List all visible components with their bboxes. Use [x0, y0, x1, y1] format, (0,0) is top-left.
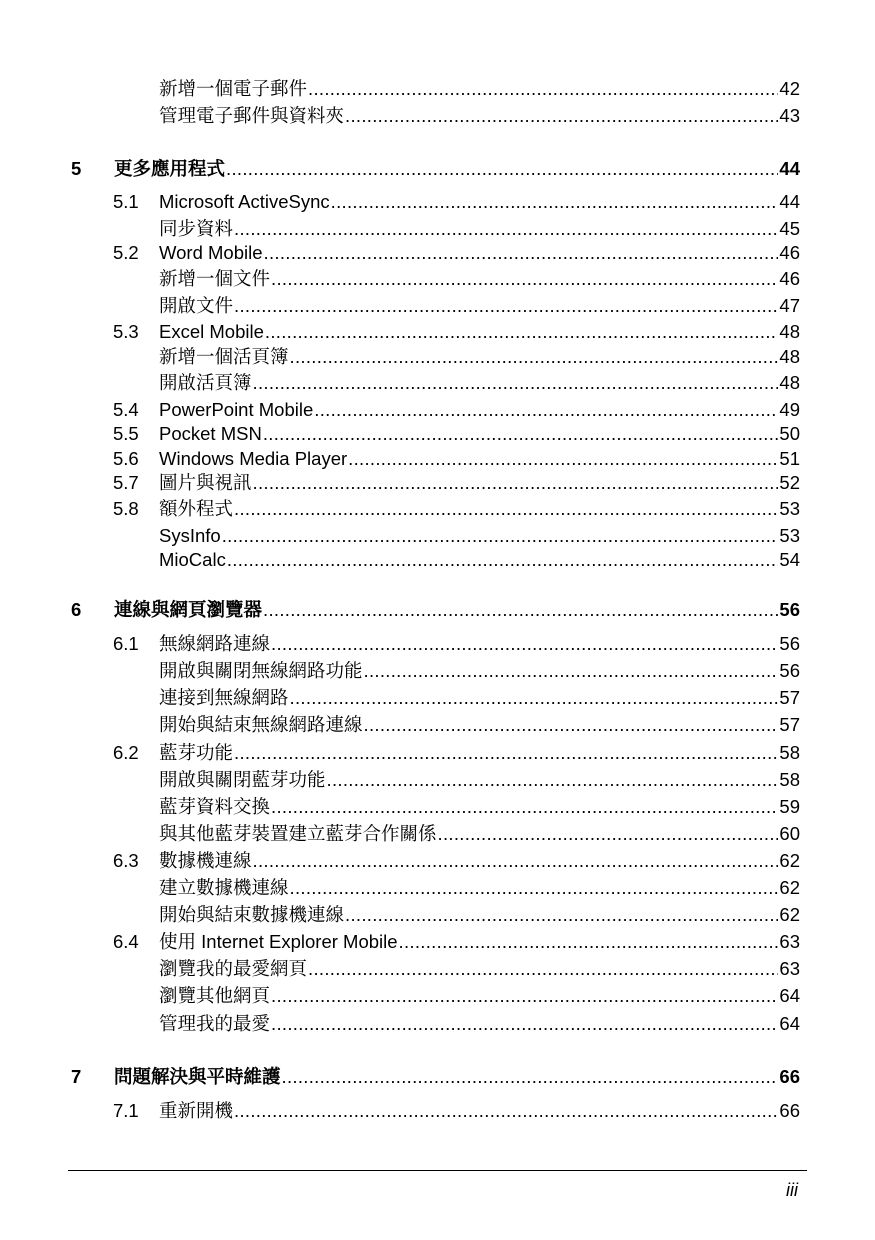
toc-section[interactable]: [0, 240, 875, 266]
toc-page-number: 66: [779, 1066, 800, 1087]
toc-title: 開始與結束數據機連線: [159, 904, 345, 925]
toc-page-number: 62: [779, 850, 800, 871]
toc-leader-dots: [399, 929, 779, 955]
toc-title: MioCalc: [159, 549, 226, 570]
toc-section[interactable]: [0, 929, 875, 955]
toc-leader-dots: [234, 740, 778, 766]
toc-title: 建立數據機連線: [159, 877, 289, 898]
toc-leader-dots: [253, 470, 779, 496]
toc-number: 6.2: [113, 742, 139, 763]
toc-number: 5.2: [113, 242, 139, 263]
toc-page-number: 53: [779, 525, 800, 546]
toc-title: 與其他藍芽裝置建立藍芽合作關係: [159, 823, 437, 844]
toc-page-number: 43: [779, 105, 800, 126]
toc-number: 5.1: [113, 191, 139, 212]
toc-leader-dots: [308, 76, 778, 102]
toc-page-number: 57: [779, 714, 800, 735]
toc-title: Word Mobile: [159, 242, 263, 263]
toc-leader-dots: [290, 685, 779, 711]
toc-subentry[interactable]: [0, 956, 875, 982]
toc-subentry[interactable]: [0, 767, 875, 793]
toc-page-number: 63: [779, 931, 800, 952]
toc-number: 6.4: [113, 931, 139, 952]
toc-title: Pocket MSN: [159, 423, 262, 444]
toc-page-number: 56: [779, 660, 800, 681]
toc-title: Windows Media Player: [159, 448, 348, 469]
toc-page-number: 48: [779, 321, 800, 342]
toc-subentry[interactable]: [0, 875, 875, 901]
toc-subentry[interactable]: [0, 794, 875, 820]
toc-title: Excel Mobile: [159, 321, 264, 342]
toc-page-number: 58: [779, 742, 800, 763]
toc-title: 開始與結束無線網路連線: [159, 714, 363, 735]
toc-title: PowerPoint Mobile: [159, 399, 314, 420]
toc-subentry[interactable]: [0, 712, 875, 738]
toc-leader-dots: [271, 266, 778, 292]
toc-section[interactable]: [0, 631, 875, 657]
toc-leader-dots: [226, 156, 778, 182]
toc-chapter[interactable]: [0, 597, 875, 623]
toc-title: 問題解決與平時維護: [114, 1066, 281, 1087]
toc-leader-dots: [348, 446, 778, 472]
toc-title: 連接到無線網路: [159, 687, 289, 708]
toc-title: 圖片與視訊: [159, 472, 252, 493]
toc-page-number: 64: [779, 985, 800, 1006]
toc-title: 瀏覽我的最愛網頁: [159, 958, 308, 979]
footer-divider: [68, 1170, 807, 1171]
toc-page-number: 60: [779, 823, 800, 844]
toc-title: SysInfo: [159, 525, 221, 546]
toc-number: 5.7: [113, 472, 139, 493]
toc-page-number: 62: [779, 877, 800, 898]
toc-page-number: 56: [779, 633, 800, 654]
toc-page-number: 53: [779, 498, 800, 519]
toc-section[interactable]: [0, 319, 875, 345]
toc-page-number: 54: [779, 549, 800, 570]
toc-title: 連線與網頁瀏覽器: [114, 599, 263, 620]
toc-section[interactable]: [0, 496, 875, 522]
toc-section[interactable]: [0, 397, 875, 423]
toc-subentry[interactable]: [0, 216, 875, 242]
toc-leader-dots: [253, 848, 779, 874]
toc-section[interactable]: [0, 421, 875, 447]
toc-title: 同步資料: [159, 218, 234, 239]
toc-subentry[interactable]: [0, 370, 875, 396]
toc-leader-dots: [234, 293, 778, 319]
toc-number: 5.3: [113, 321, 139, 342]
toc-title: 開啟與關閉藍芽功能: [159, 769, 326, 790]
toc-chapter[interactable]: [0, 1064, 875, 1090]
toc-leader-dots: [327, 767, 779, 793]
toc-title: 數據機連線: [159, 850, 252, 871]
toc-leader-dots: [264, 240, 779, 266]
toc-subentry[interactable]: [0, 658, 875, 684]
footer-page-number: iii: [786, 1180, 798, 1200]
toc-leader-dots: [345, 902, 778, 928]
toc-leader-dots: [227, 547, 779, 573]
toc-leader-dots: [222, 523, 779, 549]
toc-title: 新增一個電子郵件: [159, 78, 308, 99]
toc-title: 開啟活頁簿: [159, 372, 252, 393]
toc-leader-dots: [364, 712, 779, 738]
toc-leader-dots: [271, 1011, 778, 1037]
toc-leader-dots: [271, 983, 778, 1009]
toc-page-number: 62: [779, 904, 800, 925]
toc-subentry[interactable]: [0, 1011, 875, 1037]
toc-number: 5.6: [113, 448, 139, 469]
toc-title: 藍芽資料交換: [159, 796, 271, 817]
toc-subentry[interactable]: [0, 76, 875, 102]
toc-page-number: 51: [779, 448, 800, 469]
toc-title: 使用 Internet Explorer Mobile: [159, 931, 398, 952]
toc-subentry[interactable]: [0, 821, 875, 847]
toc-page-number: 46: [779, 268, 800, 289]
toc-page-number: 42: [779, 78, 800, 99]
toc-leader-dots: [314, 397, 778, 423]
toc-section[interactable]: [0, 848, 875, 874]
toc-subentry[interactable]: [0, 685, 875, 711]
toc-number: 5: [71, 158, 82, 179]
toc-page-number: 50: [779, 423, 800, 444]
toc-number: 5.5: [113, 423, 139, 444]
toc-page-number: 44: [779, 158, 800, 179]
toc-title: 新增一個活頁簿: [159, 346, 289, 367]
toc-section[interactable]: [0, 189, 875, 215]
toc-leader-dots: [234, 1098, 778, 1124]
toc-subentry[interactable]: [0, 983, 875, 1009]
toc-subentry[interactable]: [0, 547, 875, 573]
toc-leader-dots: [234, 496, 778, 522]
toc-leader-dots: [345, 103, 778, 129]
toc-subentry[interactable]: [0, 523, 875, 549]
toc-chapter[interactable]: [0, 156, 875, 182]
toc-number: 5.8: [113, 498, 139, 519]
toc-leader-dots: [331, 189, 779, 215]
toc-subentry[interactable]: [0, 344, 875, 370]
toc-section[interactable]: [0, 446, 875, 472]
toc-page-number: 57: [779, 687, 800, 708]
toc-page-number: 63: [779, 958, 800, 979]
toc-title: 無線網路連線: [159, 633, 271, 654]
toc-page-number: 47: [779, 295, 800, 316]
toc-title: 管理我的最愛: [159, 1013, 271, 1034]
toc-title: 新增一個文件: [159, 268, 271, 289]
toc-leader-dots: [253, 370, 779, 396]
toc-title: 瀏覽其他網頁: [159, 985, 271, 1006]
toc-section[interactable]: [0, 470, 875, 496]
toc-subentry[interactable]: [0, 293, 875, 319]
toc-title: 開啟與關閉無線網路功能: [159, 660, 363, 681]
toc-title: 管理電子郵件與資料夾: [159, 105, 345, 126]
toc-leader-dots: [308, 956, 778, 982]
toc-page-number: 59: [779, 796, 800, 817]
toc-page-number: 56: [779, 599, 800, 620]
toc-title: 更多應用程式: [114, 158, 226, 179]
toc-page-number: 64: [779, 1013, 800, 1034]
toc-section[interactable]: [0, 1098, 875, 1124]
toc-number: 6.1: [113, 633, 139, 654]
toc-page-number: 44: [779, 191, 800, 212]
toc-subentry[interactable]: [0, 902, 875, 928]
toc-page-number: 48: [779, 372, 800, 393]
toc-title: 藍芽功能: [159, 742, 234, 763]
toc-leader-dots: [364, 658, 779, 684]
toc-title: 額外程式: [159, 498, 234, 519]
toc-page-number: 46: [779, 242, 800, 263]
toc-leader-dots: [271, 794, 778, 820]
toc-page-number: 52: [779, 472, 800, 493]
toc-subentry[interactable]: [0, 103, 875, 129]
toc-page-number: 45: [779, 218, 800, 239]
toc-title: 重新開機: [159, 1100, 234, 1121]
toc-leader-dots: [290, 875, 779, 901]
toc-number: 6: [71, 599, 82, 620]
toc-leader-dots: [263, 421, 779, 447]
toc-page-number: 49: [779, 399, 800, 420]
toc-number: 5.4: [113, 399, 139, 420]
toc-leader-dots: [271, 631, 778, 657]
toc-section[interactable]: [0, 740, 875, 766]
toc-page-number: 48: [779, 346, 800, 367]
toc-leader-dots: [290, 344, 779, 370]
toc-leader-dots: [234, 216, 778, 242]
toc-title: Microsoft ActiveSync: [159, 191, 330, 212]
toc-number: 7: [71, 1066, 82, 1087]
toc-subentry[interactable]: [0, 266, 875, 292]
toc-title: 開啟文件: [159, 295, 234, 316]
toc-leader-dots: [265, 319, 779, 345]
toc-page-number: 58: [779, 769, 800, 790]
toc-number: 7.1: [113, 1100, 139, 1121]
toc-page-number: 66: [779, 1100, 800, 1121]
toc-leader-dots: [438, 821, 779, 847]
toc-leader-dots: [263, 597, 778, 623]
toc-number: 6.3: [113, 850, 139, 871]
toc-leader-dots: [282, 1064, 779, 1090]
